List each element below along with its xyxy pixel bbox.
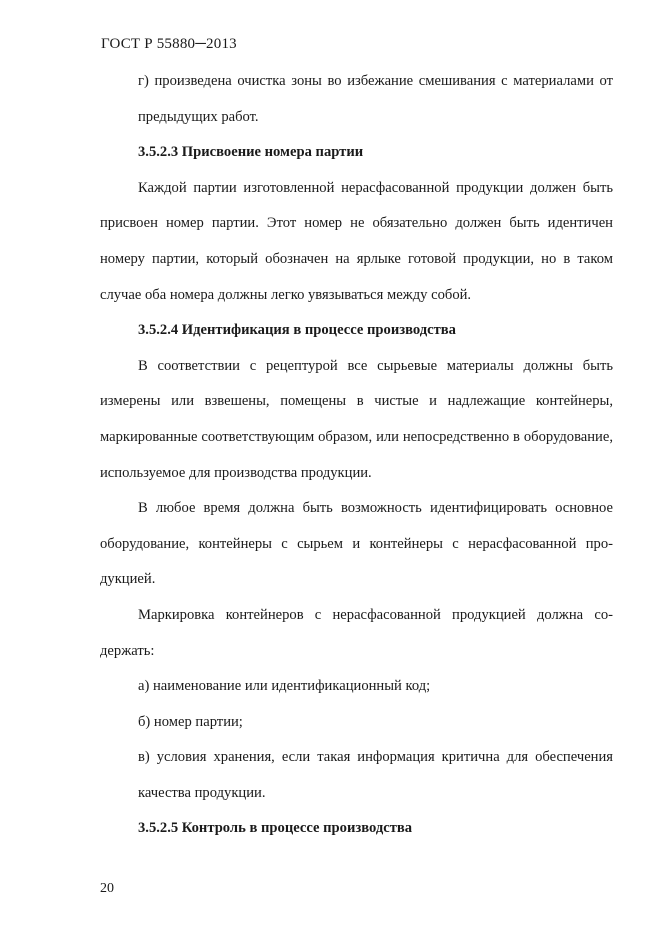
section-heading-3-5-2-4: 3.5.2.4 Идентификация в процессе производства <box>138 322 456 339</box>
paragraph-container-marking: Маркировка контейнеров с нерасфасованной продукцией должна содержать: <box>100 606 613 659</box>
section-heading-3-5-2-5: 3.5.2.5 Контроль в процессе производства <box>138 820 413 837</box>
list-item-a: а) наименование или идентификационный код; <box>138 678 431 695</box>
paragraph-recipe: В соответствии с рецептурой все сырьевые материалы должны быть измерены или взвешены, помещены в чистые и надлежащие контейнеры, маркированные соответствующим образом, или непосредственно в оборудование, используемое для производства продукции. <box>100 357 613 481</box>
list-item-b: б) номер партии; <box>138 713 243 730</box>
document-header: ГОСТ Р 55880─2013 <box>101 36 237 52</box>
section-heading-3-5-2-3: 3.5.2.3 Присвоение номера партии <box>138 144 364 161</box>
page-number: 20 <box>100 881 114 896</box>
list-item-v: в) условия хранения, если такая информация критична для обеспечения качества продукции. <box>138 749 613 801</box>
paragraph-identification: В любое время должна быть возможность идентифицировать основное оборудование, контейнеры с сырьем и контейнеры с нерасфасованной продукцией. <box>100 500 613 588</box>
document-body <box>100 64 613 847</box>
list-item-g: г) произведена очистка зоны во избежание смешивания с материалами от предыдущих работ. <box>138 73 613 125</box>
paragraph-batch-number: Каждой партии изготовленной нерасфасованной продукции должен быть присвоен номер партии. Этот номер не обязательно должен быть идентичен номеру партии, который обозначен на ярлыке готовой продукции, но в таком случае оба номера должны легко увязываться между собой. <box>100 179 613 303</box>
